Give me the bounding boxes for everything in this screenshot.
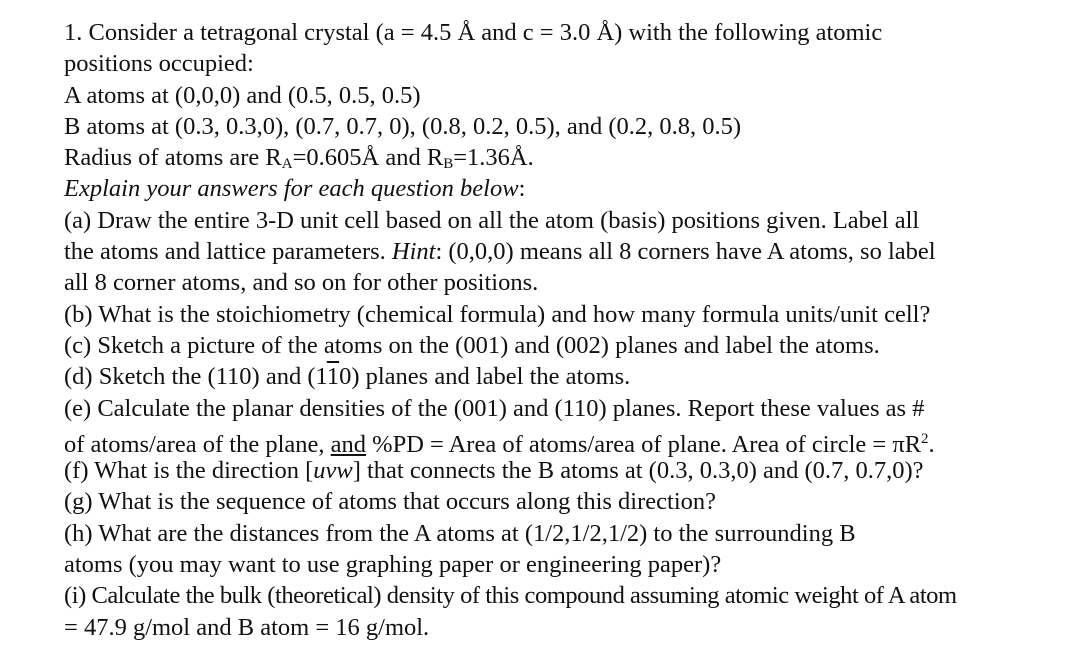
question-a-line-1: (a) Draw the entire 3-D unit cell based on all the atom (basis) positions given. Label all	[64, 206, 920, 234]
radius-text-pre: Radius of atoms are R	[64, 144, 282, 172]
question-d-pre: (d) Sketch the (110) and (1	[64, 363, 327, 391]
problem-intro-line-1: 1. Consider a tetragonal crystal (a = 4.5 Å and c = 3.0 Å) with the following atomic	[64, 19, 883, 46]
question-e-line-1: (e) Calculate the planar densities of the (001) and (110) planes. Report these values as #	[64, 394, 925, 422]
question-f-pre: (f) What is the direction [	[64, 457, 314, 485]
b-atom-positions: B atoms at (0.3, 0.3,0), (0.7, 0.7, 0), (0.8, 0.2, 0.5), and (0.2, 0.8, 0.5)	[64, 112, 742, 140]
question-b: (b) What is the stoichiometry (chemical formula) and how many formula units/unit cell?	[64, 300, 931, 328]
uvw-notation: uvw	[313, 457, 353, 485]
question-h-line-2: atoms (you may want to use graphing paper or engineering paper)?	[64, 551, 722, 579]
radius-subscript-b: B	[443, 156, 454, 173]
radius-text-mid: =0.605Å and R	[292, 144, 444, 172]
a-atom-positions: A atoms at (0,0,0) and (0.5, 0.5, 0.5)	[64, 81, 421, 109]
question-c: (c) Sketch a picture of the atoms on the (001) and (002) planes and label the atoms.	[64, 331, 880, 359]
question-e-line-2	[64, 424, 1064, 458]
superscript-2: 2	[921, 430, 929, 447]
question-f	[64, 455, 1064, 486]
question-a-line-2-pre: the atoms and lattice parameters.	[64, 238, 392, 266]
problem-intro-line-2: positions occupied:	[64, 50, 254, 78]
instruction-line	[64, 173, 1064, 204]
underlined-and: and	[330, 430, 367, 458]
instruction-colon: :	[518, 175, 526, 203]
atomic-radii	[64, 142, 1064, 173]
radius-subscript-a: A	[281, 156, 293, 173]
question-d	[64, 361, 1064, 392]
question-d-post: 0) planes and label the atoms.	[339, 363, 631, 391]
question-f-post: ] that connects the B atoms at (0.3, 0.3,0) and (0.7, 0.7,0)?	[352, 457, 924, 485]
miller-index-bar: 1	[326, 363, 340, 391]
question-e-line-2-post: %PD = Area of atoms/area of plane. Area of circle = πR	[366, 430, 922, 458]
question-e-line-2-pre: of atoms/area of the plane,	[64, 430, 331, 458]
problem-document	[64, 17, 1064, 643]
question-a-line-2-post: : (0,0,0) means all 8 corners have A atoms, so label	[435, 238, 936, 266]
radius-text-post: =1.36Å.	[453, 144, 534, 172]
question-e-line-2-end: .	[928, 430, 935, 458]
question-i-line-1: (i) Calculate the bulk (theoretical) density of this compound assuming atomic weight of A atom	[64, 582, 957, 610]
instruction-text: Explain your answers for each question below	[64, 175, 519, 203]
question-g: (g) What is the sequence of atoms that occurs along this direction?	[64, 488, 717, 516]
question-h-line-1: (h) What are the distances from the A atoms at (1/2,1/2,1/2) to the surrounding B	[64, 519, 856, 547]
question-a-line-3: all 8 corner atoms, and so on for other positions.	[64, 269, 539, 297]
question-a-line-2	[64, 236, 1064, 267]
question-i-line-2: = 47.9 g/mol and B atom = 16 g/mol.	[64, 613, 430, 641]
hint-label: Hint	[391, 238, 436, 266]
